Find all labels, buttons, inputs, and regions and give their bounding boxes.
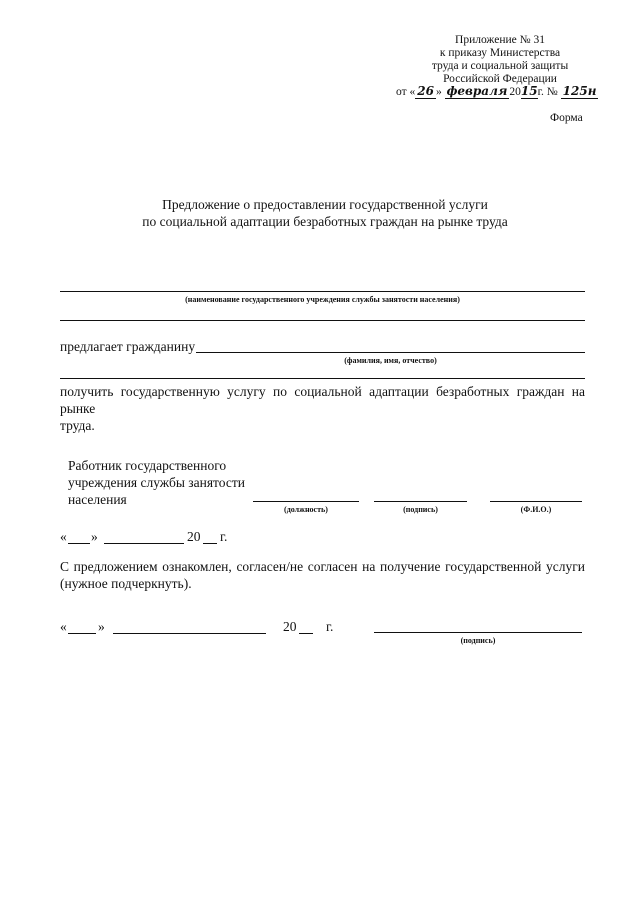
date1-day-line[interactable] (68, 543, 90, 544)
date2-day-line[interactable] (68, 633, 96, 634)
date2-open-quote: « (60, 619, 67, 634)
worker-line-1: Работник государственного (68, 458, 227, 473)
date-year-prefix: 20 (509, 86, 521, 98)
institution-caption: (наименование государственного учреждения службы занятости населения) (185, 295, 460, 304)
date1-suffix: г. (220, 529, 228, 544)
date1-month-line[interactable] (104, 543, 184, 544)
title-line-2: по социальной адаптации безработных граждан на рынке труда (142, 214, 508, 229)
position-field-line[interactable] (253, 501, 359, 502)
worker-label (68, 457, 245, 508)
signature2-caption: (подпись) (460, 636, 496, 645)
date1-year-line[interactable] (203, 543, 217, 544)
date-year-handwritten: 15 (520, 84, 538, 98)
order-date-line (396, 84, 606, 98)
form-label: Форма (550, 112, 583, 124)
date-month-handwritten: февраля (446, 84, 508, 98)
date1-close-quote: » (91, 529, 98, 544)
title-line-1: Предложение о предоставлении государственной услуги (162, 197, 488, 212)
institution-field-line[interactable] (60, 291, 585, 292)
citizen-name-field-line[interactable] (196, 352, 585, 353)
institution-field-line-2[interactable] (60, 320, 585, 321)
date2-suffix: г. (326, 619, 334, 634)
offers-label: предлагает гражданину (60, 339, 196, 354)
ack-line-1: С предложением ознакомлен, согласен/не согласен на получение государственной услуги (60, 559, 585, 574)
date-day-handwritten: 26 (417, 84, 434, 98)
signature-caption: (подпись) (403, 505, 438, 514)
date-prefix: от « (396, 86, 416, 98)
fio-field-line[interactable] (490, 501, 582, 502)
signature2-field-line[interactable] (374, 632, 582, 633)
date2-close-quote: » (98, 619, 105, 634)
acknowledgement-text (60, 558, 585, 592)
position-caption: (должность) (284, 505, 328, 514)
order-number-handwritten: 125н (562, 84, 597, 98)
appendix-number: Приложение № 31 (455, 34, 545, 46)
order-line-2: труда и социальной защиты (431, 60, 569, 72)
fio-short-caption: (Ф.И.О.) (520, 505, 552, 514)
appendix-header (400, 34, 600, 86)
service-text-line-1: получить государственную услугу по социальной адаптации безработных граждан на рынке (60, 384, 585, 416)
order-line-1: к приказу Министерства (439, 47, 561, 59)
date-suffix: г. № (537, 86, 558, 98)
date1-open-quote: « (60, 529, 67, 544)
date2-month-line[interactable] (113, 633, 266, 634)
date2-year-line[interactable] (299, 633, 313, 634)
date2-year-prefix: 20 (283, 619, 297, 634)
service-text-line-2: труда. (60, 418, 95, 433)
document-title (60, 196, 590, 230)
date-mid: » (435, 86, 442, 98)
signature-field-line[interactable] (374, 501, 467, 502)
date1-year-prefix: 20 (187, 529, 201, 544)
ack-line-2: (нужное подчеркнуть). (60, 576, 192, 591)
worker-line-2: учреждения службы занятости (68, 475, 245, 490)
order-line-3: Российской Федерации (443, 73, 557, 85)
fio-caption: (фамилия, имя, отчество) (344, 356, 437, 365)
worker-line-3: населения (68, 492, 127, 507)
service-text (60, 383, 585, 434)
citizen-name-field-line-2[interactable] (60, 378, 585, 379)
